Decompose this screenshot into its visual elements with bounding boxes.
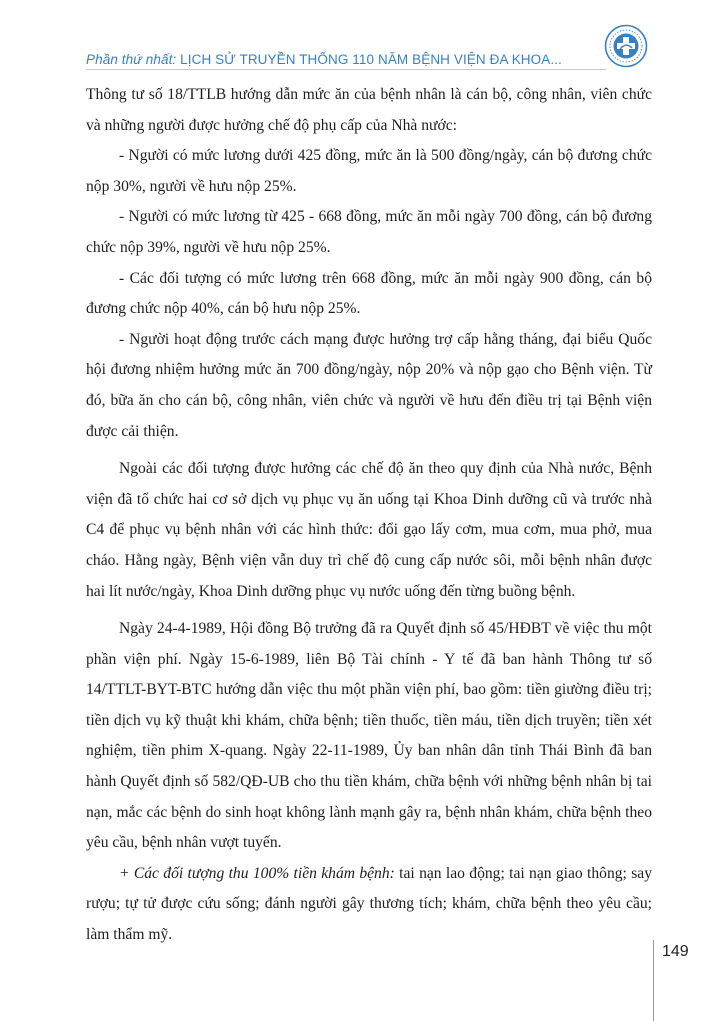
header-section-title: LỊCH SỬ TRUYỀN THỐNG 110 NĂM BỆNH VIỆN ĐA KHOA... (180, 52, 562, 67)
running-header-title (86, 52, 562, 67)
page-body (86, 80, 652, 951)
body-paragraph-2: - Người có mức lương dưới 425 đồng, mức ăn là 500 đồng/ngày, cán bộ đương chức nộp 30%, người về hưu nộp 25%. (86, 147, 652, 195)
body-paragraph-5: - Người hoạt động trước cách mạng được hưởng trợ cấp hằng tháng, đại biểu Quốc hội đương nhiệm hưởng mức ăn 700 đồng/ngày, nộp 20% và nộp gạo cho Bệnh viện. Từ đó, bữa ăn cho cán bộ, công nhân, viên chức và người về hưu đến điều trị tại Bệnh viện được cải thiện. (86, 330, 652, 440)
body-paragraph-8 (86, 859, 652, 951)
header-part-label: Phần thứ nhất: (86, 52, 177, 67)
hospital-cross-logo-icon (604, 24, 648, 68)
header-divider (86, 69, 606, 70)
body-paragraph-6: Ngoài các đối tượng được hưởng các chế độ ăn theo quy định của Nhà nước, Bệnh viện đã tổ chức hai cơ sở dịch vụ phục vụ ăn uống tại Khoa Dinh dưỡng cũ và trước nhà C4 để phục vụ bệnh nhân với các hình thức: đổi gạo lấy cơm, mua cơm, mua phở, mua cháo. Hằng ngày, Bệnh viện vẫn duy trì chế độ cung cấp nước sôi, mỗi bệnh nhân được hai lít nước/ngày, Khoa Dinh dưỡng phục vụ nước uống đến từng buồng bệnh. (86, 460, 652, 600)
body-paragraph-4: - Các đối tượng có mức lương trên 668 đồng, mức ăn mỗi ngày 900 đồng, cán bộ đương chức nộp 40%, cán bộ hưu nộp 25%. (86, 269, 652, 318)
body-paragraph-1: Thông tư số 18/TTLB hướng dẫn mức ăn của bệnh nhân là cán bộ, công nhân, viên chức và những người được hưởng chế độ phụ cấp của Nhà nước: (86, 86, 652, 134)
running-header (0, 0, 719, 80)
body-paragraph-3: - Người có mức lương từ 425 - 668 đồng, mức ăn mỗi ngày 700 đồng, cán bộ đương chức nộp 39%, người về hưu nộp 25%. (86, 208, 652, 256)
fee-category-lead: + Các đối tượng thu 100% tiền khám bệnh: (119, 864, 395, 882)
page-number-divider (653, 940, 654, 1021)
body-paragraph-7: Ngày 24-4-1989, Hội đồng Bộ trưởng đã ra Quyết định số 45/HĐBT về việc thu một phần viện phí. Ngày 15-6-1989, liên Bộ Tài chính - Y tế đã ban hành Thông tư số 14/TTLT-BYT-BTC hướng dẫn việc thu một phần viện phí, bao gồm: tiền giường điều trị; tiền dịch vụ kỹ thuật khi khám, chữa bệnh; tiền thuốc, tiền máu, tiền dịch truyền; tiền xét nghiệm, tiền phim X-quang. Ngày 22-11-1989, Ủy ban nhân dân tỉnh Thái Bình đã ban hành Quyết định số 582/QĐ-UB cho thu tiền khám, chữa bệnh với những bệnh nhân bị tai nạn, mắc các bệnh do sinh hoạt không lành mạnh gây ra, bệnh nhân khám, chữa bệnh theo yêu cầu, bệnh nhân vượt tuyến. (86, 620, 652, 852)
fee-category-items: tai nạn lao động; tai nạn giao thông; say rượu; tự tử được cứu sống; đánh người gây thương tích; khám, chữa bệnh theo yêu cầu; làm thẩm mỹ. (86, 864, 652, 944)
page-number: 149 (662, 943, 689, 960)
